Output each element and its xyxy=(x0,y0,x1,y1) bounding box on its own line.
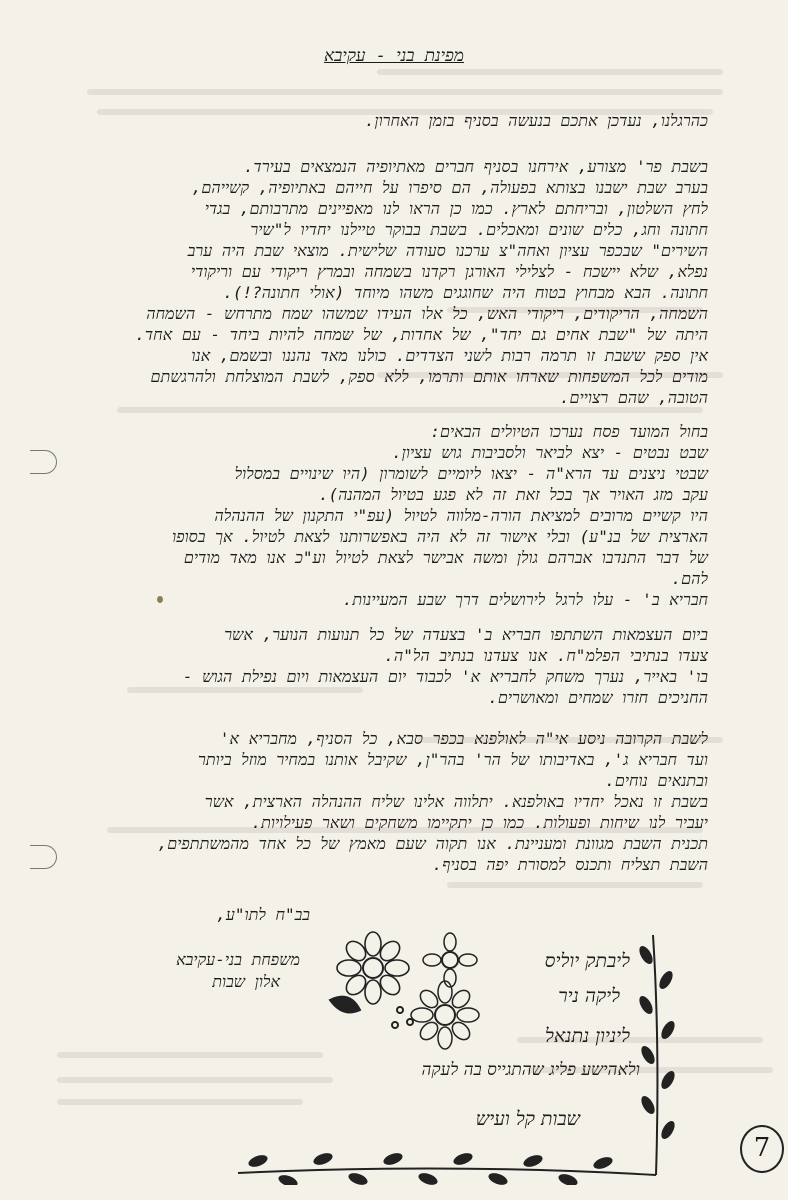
text-line: שבט נבטים - יצא לביאר ולסביבות גוש עציון. xyxy=(392,443,708,462)
text-line: לשבת הקרובה ניסע אי"ה לאולפנא בכפר סבא, כל הסניף, מחבריא א' xyxy=(219,729,708,748)
signature-place: אלון שבות xyxy=(212,972,280,991)
body-paragraph-2 xyxy=(92,156,708,408)
text-line: עקב מזג האויר אך בכל זאת זה לא פגע בטיול המהנה). xyxy=(318,485,708,504)
text-line: יעביר לנו שיחות ופעולות. כמו כן יתקיימו משחקים ושאר פעילויות. xyxy=(251,813,708,832)
text-line: אין ספק ששבת זו תרמה רבות לשני הצדדים. כולנו מאד נהננו ובשמם, אנו xyxy=(191,346,708,365)
body-paragraph-5 xyxy=(92,728,708,875)
text-line: השמחה, הריקודים, ריקודי האש, כל אלו העידו שמשהו שמח מתרחש - השמחה xyxy=(146,304,708,323)
text-line: היו קשיים מרובים למציאת הורה-מלווה לטיול (עפ"י התקנון של ההנהלה xyxy=(214,506,708,525)
text-line: ביום העצמאות השתתפו חבריא ב' בצעדה של כל תנועות הנוער, אשר xyxy=(224,625,708,644)
text-line: להם. xyxy=(671,569,708,588)
text-line: לחץ השלטון, ובריחתם לארץ. כמו כן הראו לנו מאפיינים מתרבותם, בגדי xyxy=(204,199,708,218)
text-line: השבת תצליח ותכנס למסורת יפה בסניף. xyxy=(432,855,708,874)
handwritten-name-2: ליקה ניר xyxy=(558,985,620,1007)
body-paragraph-3 xyxy=(92,421,708,610)
text-line: מודים לכל המשפחות שארחו אותם ותרמו, ללא ספק, לשבת המוצלחת ולהרגשתם xyxy=(150,367,708,386)
page-title: מפינת בני - עקיבא xyxy=(323,46,465,66)
text-line: שבטי ניצנים עד הרא"ה - יצאו ליומיים לשומרון (היו שינויים במסלול xyxy=(234,464,708,483)
text-line: ובתנאים נוחים. xyxy=(605,771,708,790)
text-line: חתונה וחג, כלים שונים ומאכלים. בשבת בבוקר טיילנו יחדיו ל"שיר xyxy=(250,220,708,239)
signature-org: משפחת בני-עקיבא xyxy=(176,950,300,969)
handwritten-name-5: שבות קל ועיש xyxy=(475,1108,580,1130)
vine-border xyxy=(228,925,688,1185)
text-line: בשבת זו נאכל יחדיו באולפנא. יתלווה אלינו שליח ההנהלה הארצית, אשר xyxy=(204,792,708,811)
binder-hole-bottom xyxy=(30,845,57,869)
handwritten-name-3: ליניון נתנאל xyxy=(544,1025,630,1047)
body-paragraph-4 xyxy=(92,624,708,708)
text-line: כהרגלנו, נעדכן אתכם בנעשה בסניף בזמן האחרון. xyxy=(364,111,708,130)
text-line: בחול המועד פסח נערכו הטיולים הבאים: xyxy=(430,422,708,441)
text-line: נפלא, שלא יישכח - לצלילי האורגן רקדנו בשמחה ובמרץ ריקודי עם וריקודי xyxy=(190,262,708,281)
text-line: בערב שבת ישבנו בצותא בפעולה, הם סיפרו על חייהם באתיופיה, קשייהם, xyxy=(191,178,708,197)
text-line: חבריא ב' - עלו לרגל לירושלים דרך שבע המעיינות. xyxy=(342,590,708,609)
text-line: השירים" שבכפר עציון ואחה"צ ערכנו סעודה שלישית. מוצאי שבת היה ערב xyxy=(187,241,708,260)
handwritten-name-1: ליבתק יוליס xyxy=(544,950,630,972)
text-line: החניכים חזרו שמחים ומאושרים. xyxy=(488,688,708,707)
text-line: ועד חבריא ג', באדיבותו של הר' בהר"ן, שקיבל אותנו במחיר מוזל ביותר xyxy=(197,750,708,769)
page-number: 7 xyxy=(740,1125,784,1173)
text-line: של דבר התנדבו אברהם גולן ומשה אבישר לצאת לטיול וע"כ אנו מאד מודים xyxy=(183,548,708,567)
closing-line: בב"ח לתו"ע, xyxy=(216,905,310,924)
text-line: צעדו בנתיבי הפלמ"ח. אנו צעדנו בנתיב הל"ה. xyxy=(384,646,708,665)
text-line: הארצית של בנ"ע) ובלי אישור זה לא היה באפשרותנו לצאת לטיול. אך בסופו xyxy=(172,527,708,546)
handwritten-name-4: ולאהישע פליג שהתגייס בה לעקה xyxy=(421,1060,640,1080)
binder-hole-top xyxy=(30,450,57,474)
text-line: בשבת פר' מצורע, אירחנו בסניף חברים מאתיופיה הנמצאים בעירד. xyxy=(243,157,708,176)
text-line: בו' באייר, נערך משחק לחבריא א' לכבוד יום העצמאות ויום נפילת הגוש - xyxy=(182,667,708,686)
text-line: הטובה, שהם רצויים. xyxy=(559,388,708,407)
text-line: היתה של "שבת אחים גם יחד", של אחדות, של שמחה להיות ביחד - עם אחד. xyxy=(135,325,708,344)
body-paragraph-1 xyxy=(92,110,708,131)
text-line: חתונה. הבא מבחוץ בטוח היה שחוגגים משהו מיוחד (אולי חתונה?!). xyxy=(223,283,708,302)
text-line: תכנית השבת מגוונת ומעניינת. אנו תקוה שעם מאמץ של כל אחד מהמשתתפים, xyxy=(157,834,708,853)
